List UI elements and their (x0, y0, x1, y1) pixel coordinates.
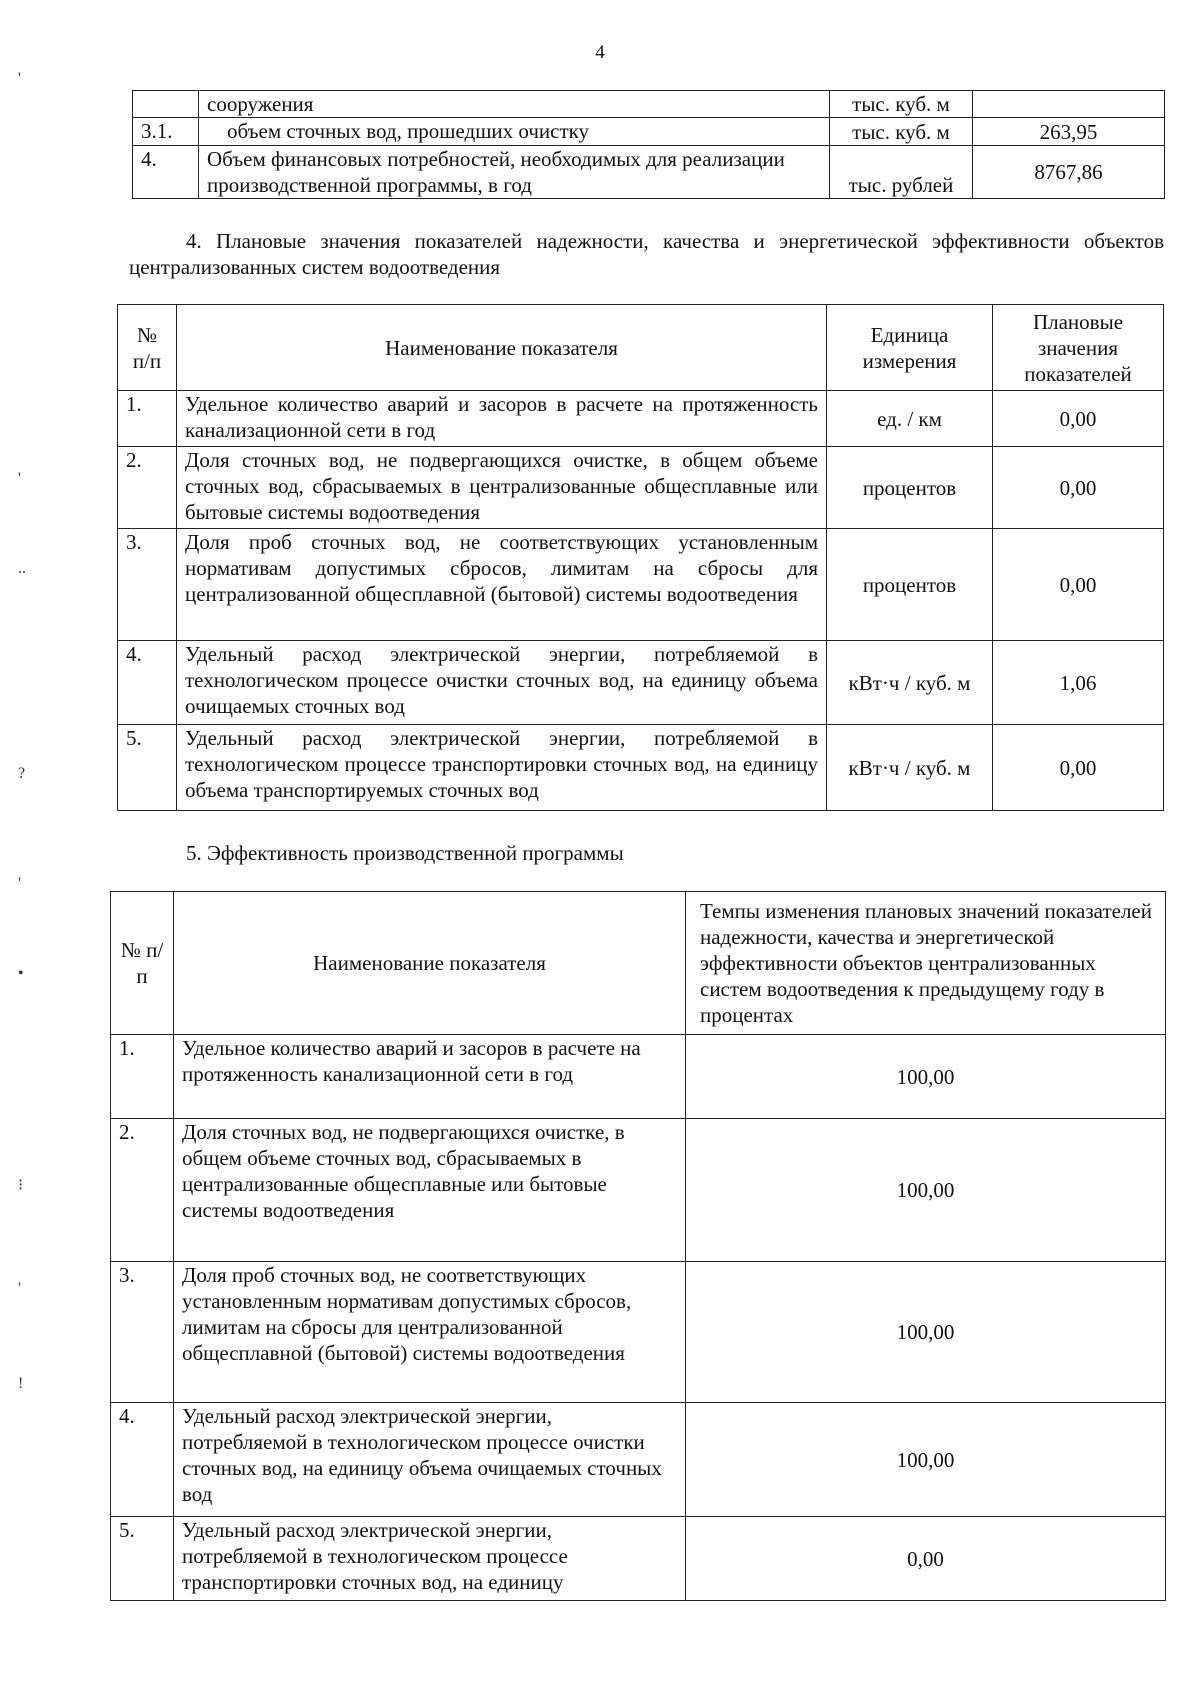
scan-artifact: .. (18, 560, 26, 577)
row-num: 1. (118, 391, 177, 447)
table-row (133, 146, 1165, 199)
header-num: № п/п (111, 892, 174, 1035)
table3-continuation (132, 90, 1165, 199)
row-unit: процентов (827, 447, 993, 529)
row-name: Доля сточных вод, не подвергающихся очистке, в общем объеме сточных вод, сбрасываемых в централизованные общесплавные или бытовые системы водоотведения (174, 1119, 686, 1262)
row-value (973, 91, 1165, 118)
row-unit: ед. / км (827, 391, 993, 447)
row-num: 3. (111, 1262, 174, 1403)
table-header-row (111, 892, 1166, 1035)
row-num: 1. (111, 1035, 174, 1119)
row-name: Объем финансовых потребностей, необходимых для реализации производственной программы, в год (199, 146, 830, 199)
table-row (133, 118, 1165, 146)
section4-heading: 4. Плановые значения показателей надежности, качества и энергетической эффективности объектов централизованных систем водоотведения (129, 229, 1164, 279)
row-value: 0,00 (993, 529, 1164, 641)
row-value: 0,00 (993, 447, 1164, 529)
row-num: 4. (133, 146, 199, 199)
row-name: Удельное количество аварий и засоров в расчете на протяженность канализационной сети в год (174, 1035, 686, 1119)
table-row (118, 529, 1164, 641)
table-row (118, 641, 1164, 725)
section5-heading: 5. Эффективность производственной программы (186, 841, 624, 865)
table-row (118, 725, 1164, 811)
row-name: Удельный расход электрической энергии, потребляемой в технологическом процессе очистки сточных вод, на единицу объема очищаемых сточных вод (177, 641, 827, 725)
row-unit: тыс. рублей (830, 146, 973, 199)
row-num: 4. (118, 641, 177, 725)
row-num (133, 91, 199, 118)
table-row (111, 1517, 1166, 1601)
row-value: 0,00 (993, 725, 1164, 811)
row-num: 5. (118, 725, 177, 811)
row-num: 2. (118, 447, 177, 529)
row-num: 2. (111, 1119, 174, 1262)
row-value: 100,00 (686, 1403, 1166, 1517)
scan-artifact: ' (18, 470, 21, 487)
table-row (111, 1262, 1166, 1403)
row-value: 100,00 (686, 1035, 1166, 1119)
row-value: 8767,86 (973, 146, 1165, 199)
row-unit: кВт·ч / куб. м (827, 725, 993, 811)
row-num: 4. (111, 1403, 174, 1517)
row-name: Доля сточных вод, не подвергающихся очистке, в общем объеме сточных вод, сбрасываемых в централизованные общесплавные или бытовые системы водоотведения (177, 447, 827, 529)
table-row (111, 1119, 1166, 1262)
section4-table (117, 304, 1164, 811)
row-name: Доля проб сточных вод, не соответствующих установленным нормативам допустимых сбросов, лимитам на сбросы для централизованной общесплавной (бытовой) системы водоотведения (174, 1262, 686, 1403)
page-number: 4 (595, 42, 605, 63)
table-row (133, 91, 1165, 118)
table-row (118, 447, 1164, 529)
table-row (118, 391, 1164, 447)
row-value: 0,00 (686, 1517, 1166, 1601)
header-value: Плановые значения показателей (993, 305, 1164, 391)
row-name: Удельный расход электрической энергии, потребляемой в технологическом процессе транспортировки сточных вод, на единицу объема транспортируемых сточных вод (177, 725, 827, 811)
row-value: 100,00 (686, 1119, 1166, 1262)
row-num: 3. (118, 529, 177, 641)
row-unit: тыс. куб. м (830, 118, 973, 146)
header-value: Темпы изменения плановых значений показателей надежности, качества и энергетической эффективности объектов централизованных систем водоотведения к предыдущему году в процентах (686, 892, 1166, 1035)
row-value: 1,06 (993, 641, 1164, 725)
header-unit: Единица измерения (827, 305, 993, 391)
scan-artifact: ' (18, 875, 21, 892)
table-row (111, 1035, 1166, 1119)
row-name: Удельный расход электрической энергии, потребляемой в технологическом процессе транспортировки сточных вод, на единицу (174, 1517, 686, 1601)
row-unit: тыс. куб. м (830, 91, 973, 118)
row-unit: кВт·ч / куб. м (827, 641, 993, 725)
section5-table (110, 891, 1166, 1601)
row-value: 0,00 (993, 391, 1164, 447)
row-name: сооружения (199, 91, 830, 118)
header-num: № п/п (118, 305, 177, 391)
scan-artifact: ! (18, 1375, 24, 1392)
row-name: Доля проб сточных вод, не соответствующих установленным нормативам допустимых сбросов, лимитам на сбросы для централизованной общесплавной (бытовой) системы водоотведения (177, 529, 827, 641)
row-value: 100,00 (686, 1262, 1166, 1403)
scan-artifact: ⁝ (18, 1177, 24, 1194)
table-header-row (118, 305, 1164, 391)
header-name: Наименование показателя (177, 305, 827, 391)
row-name: Удельное количество аварий и засоров в расчете на протяженность канализационной сети в год (177, 391, 827, 447)
row-name: Удельный расход электрической энергии, потребляемой в технологическом процессе очистки сточных вод, на единицу объема очищаемых сточных вод (174, 1403, 686, 1517)
row-num: 5. (111, 1517, 174, 1601)
row-num: 3.1. (133, 118, 199, 146)
table-row (111, 1403, 1166, 1517)
scan-artifact: • (18, 965, 24, 982)
scan-artifact: ' (18, 70, 21, 87)
scan-artifact: ? (18, 765, 26, 782)
row-unit: процентов (827, 529, 993, 641)
row-value: 263,95 (973, 118, 1165, 146)
header-name: Наименование показателя (174, 892, 686, 1035)
row-name: объем сточных вод, прошедших очистку (199, 118, 830, 146)
scan-artifact: ' (18, 1280, 21, 1297)
